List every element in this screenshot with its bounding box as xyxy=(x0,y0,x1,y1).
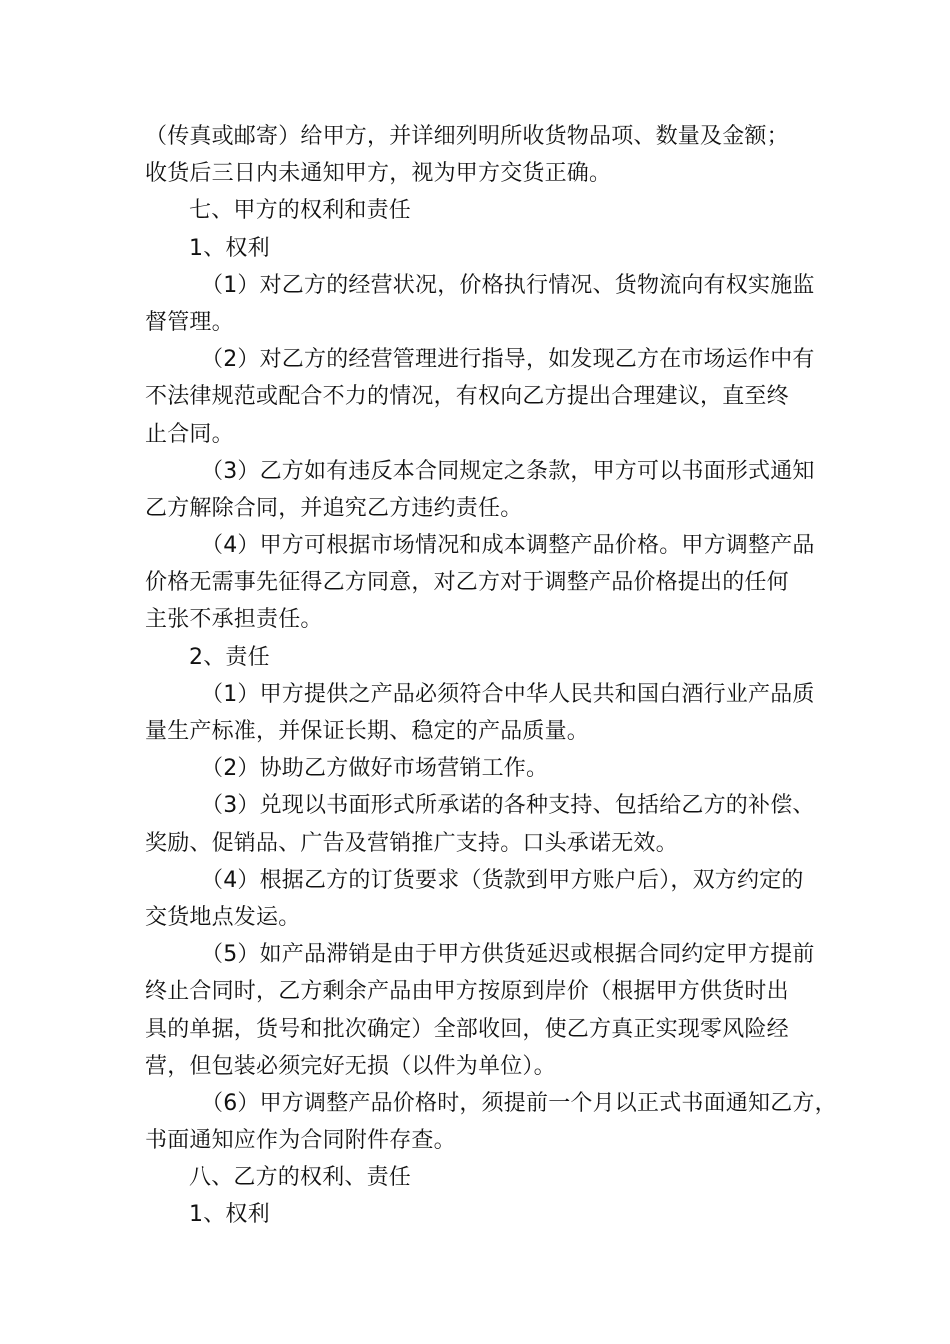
text-line: 主张不承担责任。 xyxy=(145,607,323,633)
clause-line: （5）如产品滞销是由于甲方供货延迟或根据合同约定甲方提前 xyxy=(201,942,815,968)
clause-line: （6）甲方调整产品价格时，须提前一个月以正式书面通知乙方， xyxy=(201,1090,837,1116)
section-heading: 八、乙方的权利、责任 xyxy=(189,1165,412,1191)
text-line: 营，但包装必须完好无损（以件为单位）。 xyxy=(145,1053,556,1079)
clause-line: （3）乙方如有违反本合同规定之条款，甲方可以书面形式通知 xyxy=(201,458,815,484)
clause-line: （1）对乙方的经营状况，价格执行情况、货物流向有权实施监 xyxy=(201,272,815,298)
text-line: 具的单据，货号和批次确定）全部收回，使乙方真正实现零风险经 xyxy=(145,1016,789,1042)
text-line: （传真或邮寄）给甲方，并详细列明所收货物品项、数量及金额； xyxy=(145,124,789,149)
subsection-heading: 1、权利 xyxy=(189,1202,270,1228)
text-line: 交货地点发运。 xyxy=(145,904,301,930)
text-line: 不法律规范或配合不力的情况，有权向乙方提出合理建议，直至终 xyxy=(145,384,789,410)
text-line: 价格无需事先征得乙方同意，对乙方对于调整产品价格提出的任何 xyxy=(145,570,789,596)
clause-line: （3）兑现以书面形式所承诺的各种支持、包括给乙方的补偿、 xyxy=(201,793,815,819)
clause-line: （2）协助乙方做好市场营销工作。 xyxy=(201,756,549,782)
text-line: 乙方解除合同，并追究乙方违约责任。 xyxy=(145,495,523,521)
clause-line: （1）甲方提供之产品必须符合中华人民共和国白酒行业产品质 xyxy=(201,681,815,707)
text-line: 终止合同时，乙方剩余产品由甲方按原到岸价（根据甲方供货时出 xyxy=(145,979,789,1005)
clause-line: （4）甲方可根据市场情况和成本调整产品价格。甲方调整产品 xyxy=(201,533,815,559)
text-line: 奖励、促销品、广告及营销推广支持。口头承诺无效。 xyxy=(145,830,678,856)
text-line: 书面通知应作为合同附件存查。 xyxy=(145,1128,456,1154)
document-body xyxy=(145,118,835,1234)
text-line: 收货后三日内未通知甲方，视为甲方交货正确。 xyxy=(145,161,612,187)
subsection-heading: 1、权利 xyxy=(189,235,270,261)
text-line: 督管理。 xyxy=(145,309,234,335)
clause-line: （2）对乙方的经营管理进行指导，如发现乙方在市场运作中有 xyxy=(201,347,815,373)
subsection-heading: 2、责任 xyxy=(189,644,270,670)
text-line: 止合同。 xyxy=(145,421,234,447)
section-heading: 七、甲方的权利和责任 xyxy=(189,198,412,224)
clause-line: （4）根据乙方的订货要求（货款到甲方账户后），双方约定的 xyxy=(201,867,804,893)
text-line: 量生产标准，并保证长期、稳定的产品质量。 xyxy=(145,719,590,744)
